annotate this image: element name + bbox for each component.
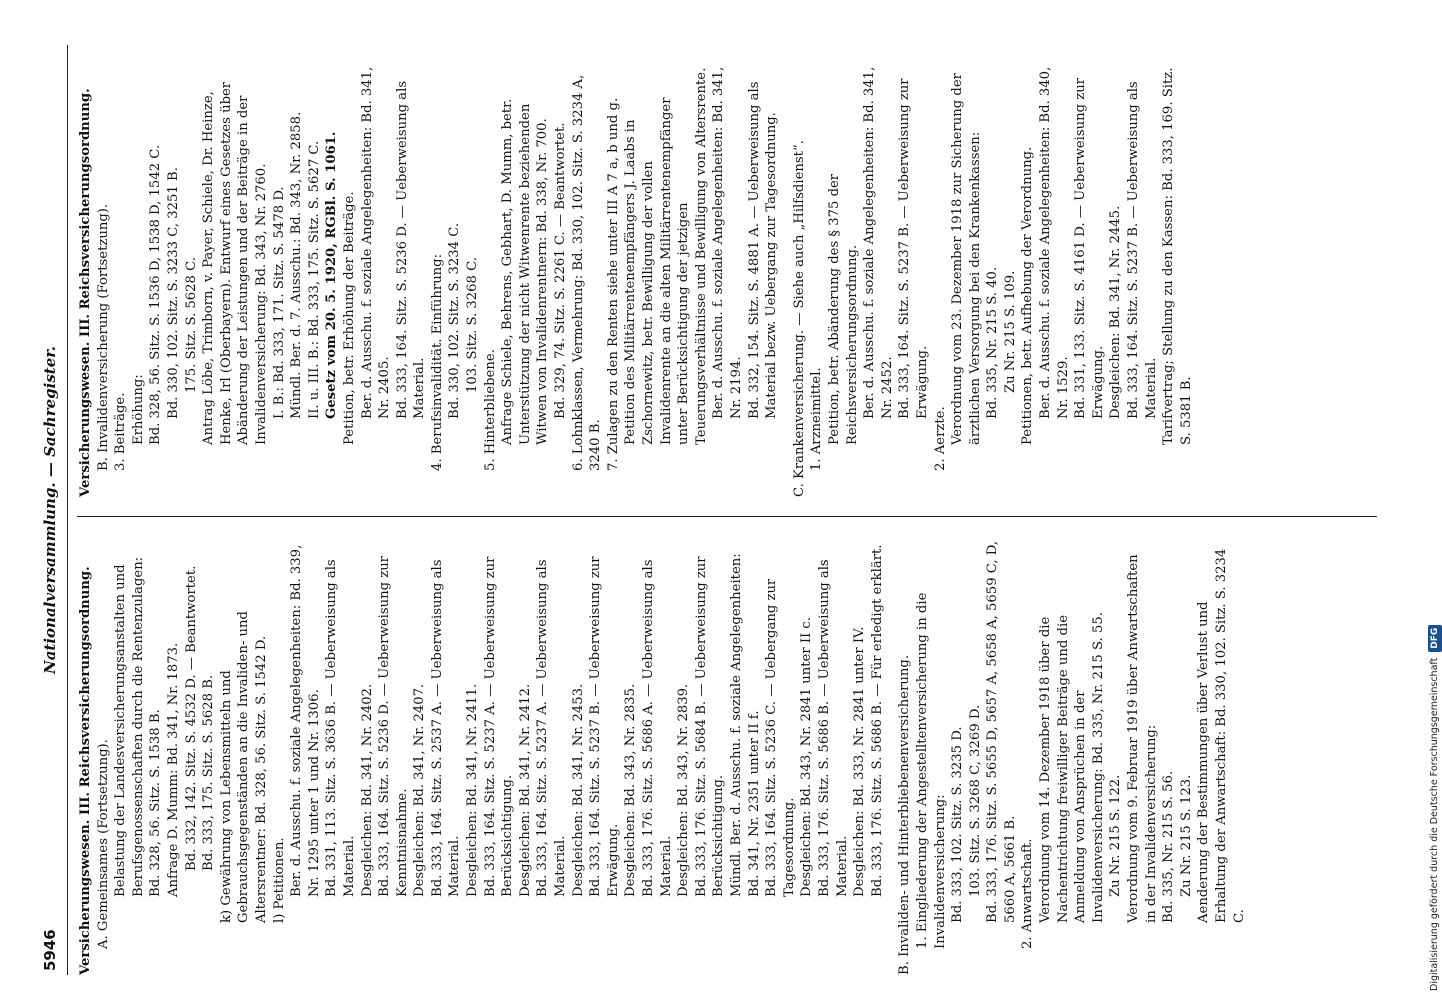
right-column <box>77 62 1387 497</box>
index-entry: Petitionen, betr. Aufhebung der Verordnung. <box>1020 146 1036 445</box>
index-entry: Bd. 333, 176. Sitz. S. 5686 A. — Ueberweisung als Material. <box>641 555 674 897</box>
index-entry: Verordnung vom 14. Dezember 1918 über die Nachentrichtung freiwilliger Beiträge und die Anmeldung von Ansprüchen in der Invalidenversicherung: Bd. 335, Nr. 215 S. 55. <box>1038 610 1106 923</box>
page-header <box>35 45 68 975</box>
index-entry: Bd. 333, 164. Sitz. S. 5237 A. — Ueberweisung zur Berücksichtigung. <box>482 552 516 897</box>
index-entry: Petition des Militärrentenempfängers J. Laabs in Zschornewitz, betr. Bewilligung der vollen Invalidenrente an die alten Militärrentenempfänger unter Berücksichtigung der jetzigen Teuerungsverhältnisse und Bewilligung von Altersrente. <box>623 67 709 445</box>
index-entry: Bd. 331, 133. Sitz. S. 4161 D. — Ueberweisung zur Erwägung. <box>1073 73 1106 419</box>
credit-text: Digitalisierung gefördert durch die Deutsche Forschungsgemeinschaft <box>1429 657 1440 991</box>
index-entry: 1. Eingliederung der Angestelltenversicherung in die Invalidenversicherung: <box>914 588 948 949</box>
index-entry: 2. Anwartschaft. <box>1020 838 1036 949</box>
index-entry: 4. Berufsinvalidität. Einführung: <box>429 253 445 471</box>
index-entry: Mündl. Ber. d. 7. Ausschu.: Bd. 343, Nr. 2858. <box>289 111 305 419</box>
index-entry: Versicherungswesen. III. Reichsversicherungsordnung. <box>78 88 93 497</box>
index-entry: Bd. 333, 176. Sitz. S. 5684 B. — Ueberweisung zur Berücksichtigung. <box>693 552 727 897</box>
index-entry: 103. Sitz. S. 3268 C. <box>465 257 481 393</box>
index-entry: Ber. d. Ausschu. f. soziale Angelegenheiten: Bd. 341, Nr. 2452. <box>862 62 895 419</box>
index-entry: l) Petitionen. <box>271 837 287 923</box>
index-entry: Bd. 333, 176. Sitz. S. 5686 B. — Ueberweisung als Material. <box>816 555 850 897</box>
index-entry: Desgleichen: Bd. 343, Nr. 2839. <box>676 683 692 897</box>
index-entry: 5. Hinterbliebene. <box>482 349 498 471</box>
index-entry: 7. Zulagen zu den Renten siehe unter III A 7 a, b und g. <box>605 97 621 471</box>
digitization-credit <box>1408 6 1440 991</box>
index-entry: 6. Lohnklassen, Vermehrung: Bd. 330, 102. Sitz. S. 3234 A, 3240 B. <box>570 70 604 471</box>
index-entry: Zu Nr. 215 S. 123. <box>1178 774 1194 897</box>
index-entry: Bd. 335, Nr. 215 S. 56. <box>1161 770 1177 923</box>
column-divider <box>77 516 1377 517</box>
index-entry: Antrag Löbe, Trimborn, v. Payer, Schiele, Dr. Heinze, Henke, Irl (Oberbayern). Entwurf eines Gesetzes über Abänderung der Leistungen und der Beiträge in der Invalidenversicherung: Bd. 343, Nr. 2760. <box>201 77 269 445</box>
index-entry: Aenderung der Bestimmungen über Verlust und Erhaltung der Anwartschaft: Bd. 330, 102. Sitz. S. 3234 C. <box>1196 544 1247 923</box>
index-entry: Bd. 332, 142. Sitz. S. 4532 D. — Beantwortet. <box>183 565 199 871</box>
index-entry: Desgleichen: Bd. 341, Nr. 2411. <box>465 683 481 897</box>
index-entry: Desgleichen: Bd. 343, Nr. 2841 unter II c. <box>799 616 815 897</box>
running-title: Nationalversammlung. — Sachregister. <box>41 346 59 675</box>
index-entry: II. u. III. B.: Bd. 333, 175. Sitz. S. 5627 C. <box>306 140 322 419</box>
index-entry: C. Krankenversicherung. — Siehe auch „Hilfsdienst“. <box>791 140 807 497</box>
index-entry: Petition, betr. Abänderung des § 375 der Reichsversicherungsordnung. <box>826 169 860 445</box>
index-entry: Tarifvertrag; Stellung zu den Kassen: Bd. 333, 169. Sitz. S. 5381 B. <box>1161 63 1194 445</box>
index-entry: Desgleichen: Bd. 341, Nr. 2407. <box>412 683 428 897</box>
index-entry: Desgleichen: Bd. 341, Nr. 2453. <box>570 683 586 897</box>
index-entry: Desgleichen: Bd. 341, Nr. 2445. <box>1108 205 1124 419</box>
index-entry: Belastung der Landesversicherungsanstalten und Berufsgenossenschaften durch die Rentenzulagen: <box>113 556 146 897</box>
index-entry: Bd. 333, 102. Sitz. S. 3235 D. <box>950 726 966 923</box>
index-entry: Zu Nr. 215 S. 122. <box>1108 774 1124 897</box>
index-entry: Ber. d. Ausschu. f. soziale Angelegenheiten: Bd. 341, Nr. 2194. <box>711 62 744 419</box>
index-entry: Bd. 333, 164. Sitz. S. 5236 D. — Ueberweisung zur Kenntnisnahme. <box>377 551 410 897</box>
index-entry: Desgleichen: Bd. 333, Nr. 2841 unter IV. <box>852 626 868 897</box>
index-entry: Desgleichen: Bd. 341, Nr. 2412. <box>517 683 533 897</box>
index-entry: Zu Nr. 215 S. 109. <box>1002 270 1018 393</box>
index-entry: Bd. 328, 56. Sitz. S. 1538 B. <box>148 709 164 897</box>
index-entry: Bd. 333, 176. Sitz. S. 5686 B. — Für erledigt erklärt. <box>869 544 885 897</box>
index-entry: 2. Aerzte. <box>932 406 948 471</box>
index-entry: Petition, betr. Erhöhung der Beiträge. <box>341 191 357 445</box>
index-entry: Bd. 333, 164. Sitz. S. 5236 D. — Ueberweisung als Material. <box>394 76 428 419</box>
index-entry: Bd. 331, 113. Sitz. S. 3636 B. — Ueberweisung als Material. <box>324 555 357 897</box>
index-entry: Bd. 333, 164. Sitz. S. 5237 B. — Ueberweisung zur Erwägung. <box>897 74 930 419</box>
index-entry: I. B.: Bd. 333, 171. Sitz. S. 5478 D. <box>271 186 287 419</box>
index-entry: Ber. d. Ausschu. f. soziale Angelegenheiten: Bd. 341, Nr. 2405. <box>359 62 393 419</box>
index-entry: B. Invalidenversicherung (Fortsetzung). <box>95 203 111 471</box>
index-entry: Bd. 333, 175. Sitz. S. 5628 B. <box>201 674 217 871</box>
index-entry: Desgleichen: Bd. 343, Nr. 2835. <box>623 683 639 897</box>
index-entry: Bd. 330, 102. Sitz. S. 3234 C. <box>447 222 463 419</box>
index-entry: Bd. 328, 56. Sitz. S. 1536 D, 1538 D, 1542 C. <box>148 144 164 445</box>
index-entry: 175. Sitz. S. 5628 C. <box>183 257 199 393</box>
index-entry: Bd. 333, 164. Sitz. S. 5236 C. — Uebergang zur Tagesordnung. <box>764 574 797 897</box>
index-entry: Bd. 329, 74. Sitz. S. 2261 C. — Beantwortet. <box>553 122 569 419</box>
page-number: 5946 <box>41 929 59 971</box>
index-entry: Gesetz vom 20. 5. 1920, RGBl. S. 1061. <box>324 131 340 419</box>
index-entry: Bd. 333, 176. Sitz. S. 5655 D, 5657 A, 5658 A, 5659 C, D, 5660 A, 5661 B. <box>985 536 1018 923</box>
index-entry: Verordnung vom 23. Dezember 1918 zur Sicherung der ärztlichen Versorgung bei den Krankenkassen: <box>950 68 983 445</box>
index-entry: k) Gewährung von Lebensmitteln und Gebrauchsgegenständen an die Invaliden- und Altersrentner: Bd. 328, 56. Sitz. S. 1542 D. <box>218 606 269 923</box>
dfg-logo: DFG <box>1428 625 1442 652</box>
index-entry: Desgleichen: Bd. 341, Nr. 2402. <box>359 683 375 897</box>
index-entry: 103. Sitz. S. 3268 C, 3269 D. <box>967 704 983 897</box>
rotated-page <box>35 45 1400 975</box>
index-entry: Ber. d. Ausschu. f. soziale Angelegenheiten: Bd. 340, Nr. 1529. <box>1038 62 1071 419</box>
index-entry: Mündl. Ber. d. Ausschu. f. soziale Angelegenheiten: Bd. 341, Nr. 2351 unter II f. <box>728 549 762 897</box>
index-entry: Bd. 333, 164. Sitz. S. 5237 B. — Ueberweisung als Material. <box>1126 77 1159 419</box>
index-entry: Bd. 330, 102. Sitz. S. 3233 C, 3251 B. <box>165 167 181 419</box>
index-entry: Bd. 333, 164. Sitz. S. 5237 A. — Ueberweisung als Material. <box>535 555 569 897</box>
index-entry: Anfrage Schiele, Behrens, Gebhart, D. Mumm, betr. Unterstützung der nicht Witwenrente beziehenden Witwen von Invalidenrentnern: Bd. 338, Nr. 700. <box>500 94 551 445</box>
index-entry: Bd. 333, 164. Sitz. S. 2537 A. — Ueberweisung als Material. <box>429 555 463 897</box>
left-column <box>77 536 1387 975</box>
index-entry: Erhöhung: <box>130 374 146 445</box>
index-entry: Ber. d. Ausschu. f. soziale Angelegenheiten: Bd. 339, Nr. 1295 unter 1 und Nr. 1306. <box>289 540 322 897</box>
section-gap <box>886 540 896 975</box>
index-entry: Bd. 335, Nr. 215 S. 40. <box>985 266 1001 419</box>
index-entry: B. Invaliden- und Hinterbliebenenversicherung. <box>897 654 913 975</box>
index-entry: A. Gemeinsames (Fortsetzung). <box>95 739 111 949</box>
index-entry: 1. Arzneimittel. <box>809 367 825 471</box>
index-entry: Bd. 333, 164. Sitz. S. 5237 B. — Ueberweisung zur Erwägung. <box>588 552 621 897</box>
index-entry: Anfrage D. Mumm: Bd. 341, Nr. 1873. <box>165 642 181 897</box>
index-entry: Versicherungswesen. III. Reichsversicherungsordnung. <box>78 566 93 975</box>
index-entry: Verordnung vom 9. Februar 1919 über Anwartschaften in der Invalidenversicherung: <box>1126 550 1159 923</box>
index-entry: Bd. 332, 154. Sitz. S. 4881 A. — Ueberweisung als Material bezw. Uebergang zur Tagesordnung. <box>746 77 780 419</box>
index-entry: 3. Beiträge. <box>113 392 129 471</box>
section-gap <box>781 62 791 497</box>
